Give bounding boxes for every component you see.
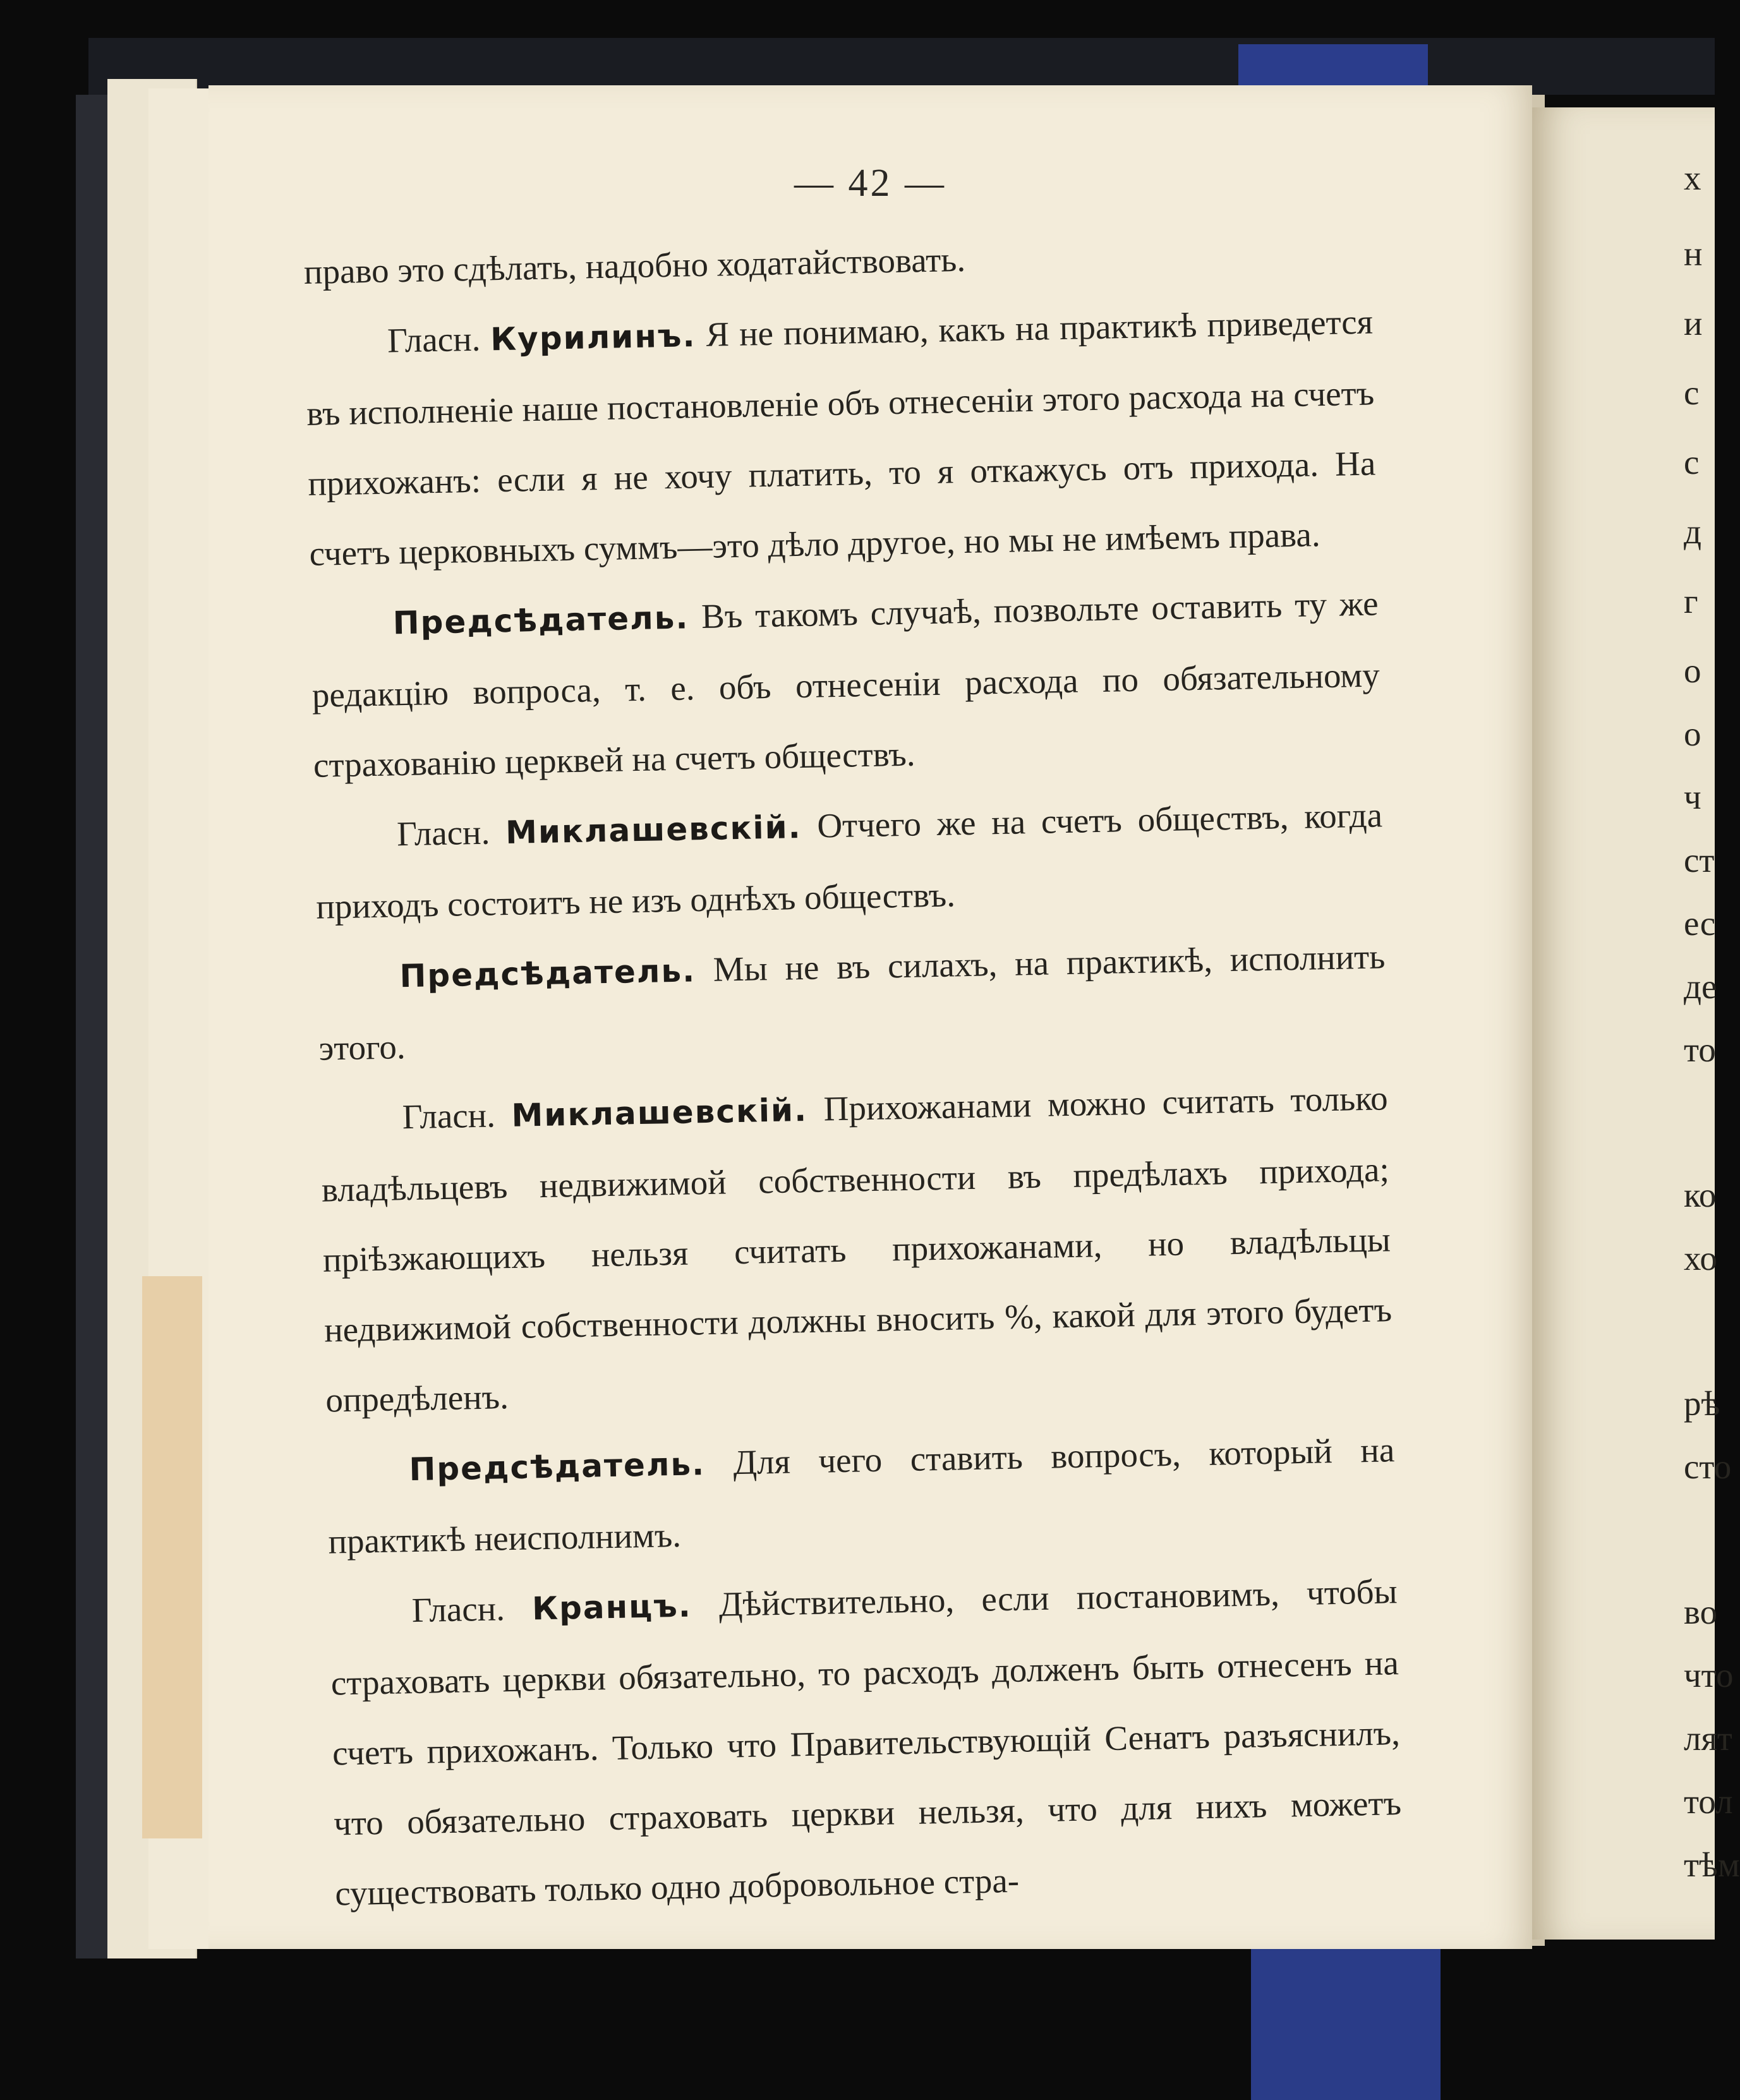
paragraph xyxy=(314,780,1384,941)
page-number: — 42 — xyxy=(794,162,946,205)
paragraph-prefix: Гласн. xyxy=(396,812,506,854)
facing-page-line-fragment: что xyxy=(1684,1656,1734,1694)
speaker-name: Миклашевскій. xyxy=(505,809,802,852)
speaker-name: Кранцъ. xyxy=(531,1587,692,1627)
paragraph xyxy=(310,568,1382,800)
paragraph xyxy=(326,1415,1396,1576)
speaker-name: Предсѣдатель. xyxy=(392,599,689,642)
paragraph-prefix: Гласн. xyxy=(402,1095,512,1137)
facing-page-line-fragment: лят xyxy=(1684,1719,1732,1758)
facing-page-line-fragment: д xyxy=(1684,512,1701,551)
facing-page-line-fragment: сто xyxy=(1684,1447,1732,1486)
facing-page-line-fragment: ст xyxy=(1684,841,1715,879)
facing-page-line-fragment: тѣм xyxy=(1684,1845,1740,1884)
blue-cloth-bottom xyxy=(1251,1933,1441,2100)
paragraph xyxy=(305,287,1377,589)
facing-page-line-fragment: ес xyxy=(1684,904,1716,943)
facing-page-line-fragment: ко xyxy=(1684,1176,1717,1214)
paragraph-prefix: Гласн. xyxy=(411,1588,533,1630)
facing-page-line-fragment: с xyxy=(1684,373,1700,412)
speaker-name: Предсѣдатель. xyxy=(399,952,696,995)
facing-page-line-fragment: де xyxy=(1684,967,1717,1006)
facing-page-line-fragment: тол xyxy=(1684,1782,1733,1821)
paragraph-text: право это сдѣлать, надобно ходатайствовать. xyxy=(303,239,966,291)
page-edge-tab xyxy=(142,1276,202,1838)
facing-page-line-fragment: рѣ xyxy=(1684,1384,1720,1423)
facing-page-line-fragment: н xyxy=(1684,234,1703,273)
paragraph xyxy=(317,921,1387,1083)
paragraph-text: Дѣйствительно, если постановимъ, чтобы страховать церкви обязательно, то расходъ долженъ быть отнесенъ на счетъ прихожанъ. Только что Правительствующій Сенатъ разъяснилъ, что обязательно страховать церкви нельзя, что для нихъ можетъ существовать только одно добровольное стра- xyxy=(330,1572,1402,1913)
paragraph-text: Для чего ставить вопросъ, который на практикѣ неисполнимъ. xyxy=(328,1430,1395,1561)
paragraph-text: Въ такомъ случаѣ, позвольте оставить ту же редакцію вопроса, т. е. объ отнесеніи расхода по обязательному страхованію церквей на счетъ обществъ. xyxy=(311,584,1381,785)
facing-page xyxy=(1532,107,1740,1940)
paragraph-prefix: Гласн. xyxy=(387,319,491,360)
speaker-name: Предсѣдатель. xyxy=(408,1445,706,1488)
paragraph-text: Мы не въ силахъ, на практикѣ, исполнить этого. xyxy=(318,937,1386,1068)
facing-page-line-fragment: о xyxy=(1684,651,1701,690)
facing-page-line-fragment: и xyxy=(1684,304,1703,342)
facing-page-line-fragment: во xyxy=(1684,1593,1718,1631)
paragraph xyxy=(329,1556,1403,1928)
speaker-name: Миклашевскій. xyxy=(511,1091,808,1134)
facing-page-line-fragment: х xyxy=(1684,159,1701,197)
paragraph-text: Прихожанами можно считать только владѣльцевъ недвижимой собственности въ предѣлахъ прихода; пріѣзжающихъ нельзя считать прихожанами, но владѣльцы недвижимой собственности должны вносить %, какой для этого будетъ опредѣленъ. xyxy=(321,1078,1393,1420)
facing-page-line-fragment: ч xyxy=(1684,778,1701,816)
facing-page-line-fragment: о xyxy=(1684,715,1701,753)
facing-page-line-fragment: хо xyxy=(1684,1239,1717,1277)
paragraph xyxy=(320,1063,1394,1435)
facing-page-line-fragment: то xyxy=(1684,1030,1716,1069)
page-body-text xyxy=(303,217,1403,1929)
paragraph-text: Отчего же на счетъ обществъ, когда приходъ состоитъ не изъ однѣхъ обществъ. xyxy=(315,795,1383,926)
facing-page-line-fragment: с xyxy=(1684,443,1700,481)
facing-page-line-fragment: г xyxy=(1684,582,1698,620)
book-page xyxy=(208,85,1532,1949)
speaker-name: Курилинъ. xyxy=(490,317,696,358)
paragraph-text: Я не понимаю, какъ на практикѣ приведется въ исполненіе наше постановленіе объ отнесеніи этого расхода на счетъ прихожанъ: если я не хочу платить, то я откажусь отъ прихода. На счетъ церковныхъ суммъ—это дѣло другое, но мы не имѣемъ права. xyxy=(306,302,1376,573)
